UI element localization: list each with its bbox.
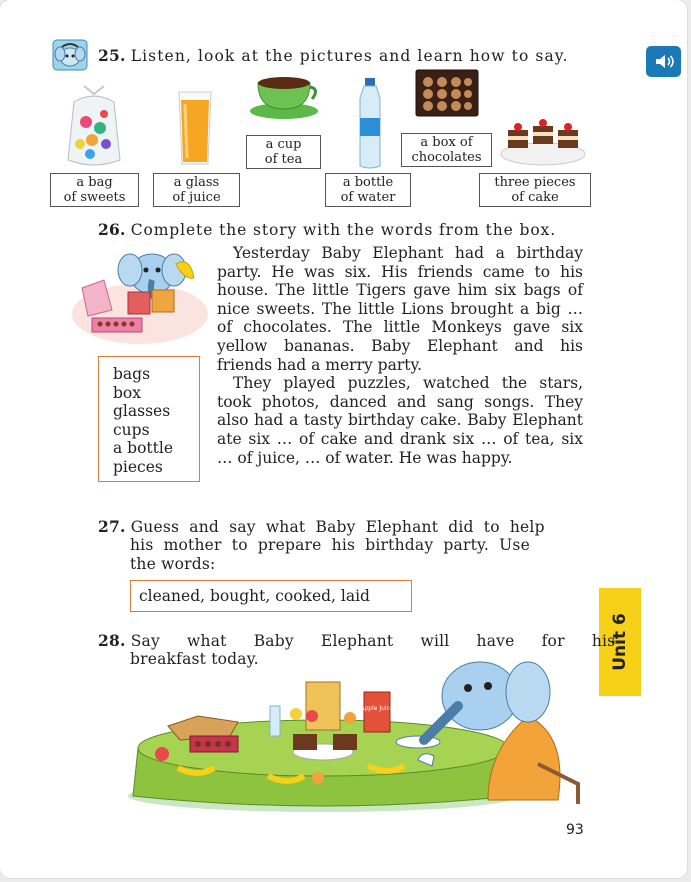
word-option: pieces: [113, 457, 163, 476]
exercise-instruction: Say what Baby Elephant will have for his: [130, 632, 616, 650]
cup-of-tea-image: [248, 75, 320, 121]
exercise-28-heading: [98, 631, 615, 650]
bag-of-sweets-image: [62, 82, 126, 168]
exercise-number: 28.: [98, 631, 126, 650]
three-pieces-of-cake-image: [500, 112, 586, 166]
juice-box-label: Apple Juice: [360, 705, 394, 712]
word-option: glasses: [113, 402, 171, 421]
caption-line: of water: [340, 190, 396, 205]
word-option: cups: [113, 420, 150, 439]
exercise-27-heading: [98, 517, 545, 536]
exercise-26-heading: [98, 220, 556, 239]
caption-glass-of-juice: [153, 173, 240, 207]
caption-line: of sweets: [63, 190, 126, 205]
exercise-instruction: Listen, look at the pictures and learn how to say.: [130, 47, 569, 65]
caption-line: of juice: [172, 190, 221, 205]
caption-bag-of-sweets: [50, 173, 139, 207]
caption-line: three pieces: [494, 175, 576, 190]
exercise-number: 26.: [98, 220, 126, 239]
caption-box-of-chocolates: [401, 133, 492, 167]
exercise-instruction-line: his mother to prepare his birthday party. Use: [130, 536, 530, 554]
breakfast-table-illustration: [118, 656, 588, 812]
word-option: bags: [113, 365, 151, 383]
caption-line: a glass: [173, 175, 220, 190]
caption-line: of tea: [264, 152, 303, 167]
exercise-number: 27.: [98, 517, 126, 536]
elephant-with-gifts-image: [72, 244, 210, 346]
glass-of-juice-image: [177, 90, 213, 166]
listen-icon: [52, 39, 88, 71]
caption-line: a cup: [265, 137, 302, 152]
caption-line: chocolates: [411, 150, 482, 165]
page-number: 93: [566, 822, 584, 838]
exercise-number: 25.: [98, 46, 126, 65]
exercise-25-heading: [98, 46, 569, 65]
exercise-instruction: Complete the story with the words from the box.: [130, 221, 557, 239]
caption-bottle-of-water: [325, 173, 411, 207]
play-audio-button[interactable]: [646, 46, 681, 77]
bottle-of-water-image: [357, 78, 383, 170]
exercise-instruction-line: the words:: [130, 555, 216, 573]
word-box: [98, 356, 200, 482]
caption-cup-of-tea: [246, 135, 321, 169]
box-of-chocolates-image: [414, 68, 480, 118]
story-paragraph-2: They played puzzles, watched the stars, took photos, danced and sang songs. They also had a tasty birthday cake. Baby Elephant ate six … of cake and drank six … of tea, six … of juice, … of water. He was happy.: [217, 374, 583, 467]
caption-line: a bottle: [342, 175, 394, 190]
word-option: box: [113, 383, 141, 402]
speaker-icon: [646, 46, 681, 77]
caption-line: a bag: [76, 175, 113, 190]
caption-three-pieces-of-cake: [479, 173, 591, 207]
exercise-instruction: Guess and say what Baby Elephant did to help: [130, 518, 545, 536]
caption-line: a box of: [420, 135, 473, 150]
story-text: [217, 244, 583, 467]
unit-label: Unit 6: [610, 613, 630, 671]
caption-line: of cake: [511, 190, 559, 205]
exercise-instruction-line: breakfast today.: [130, 650, 259, 668]
story-paragraph-1: Yesterday Baby Elephant had a birthday party. He was six. His friends came to his house. The little Tigers gave him six bags of nice sweets. The little Lions brought a big … of chocolates. The little Monkeys gave six yellow bananas. Baby Elephant and his friends had a merry party.: [217, 244, 583, 374]
verbs-box: cleaned, bought, cooked, laid: [130, 580, 412, 612]
word-option: a bottle: [113, 439, 174, 458]
